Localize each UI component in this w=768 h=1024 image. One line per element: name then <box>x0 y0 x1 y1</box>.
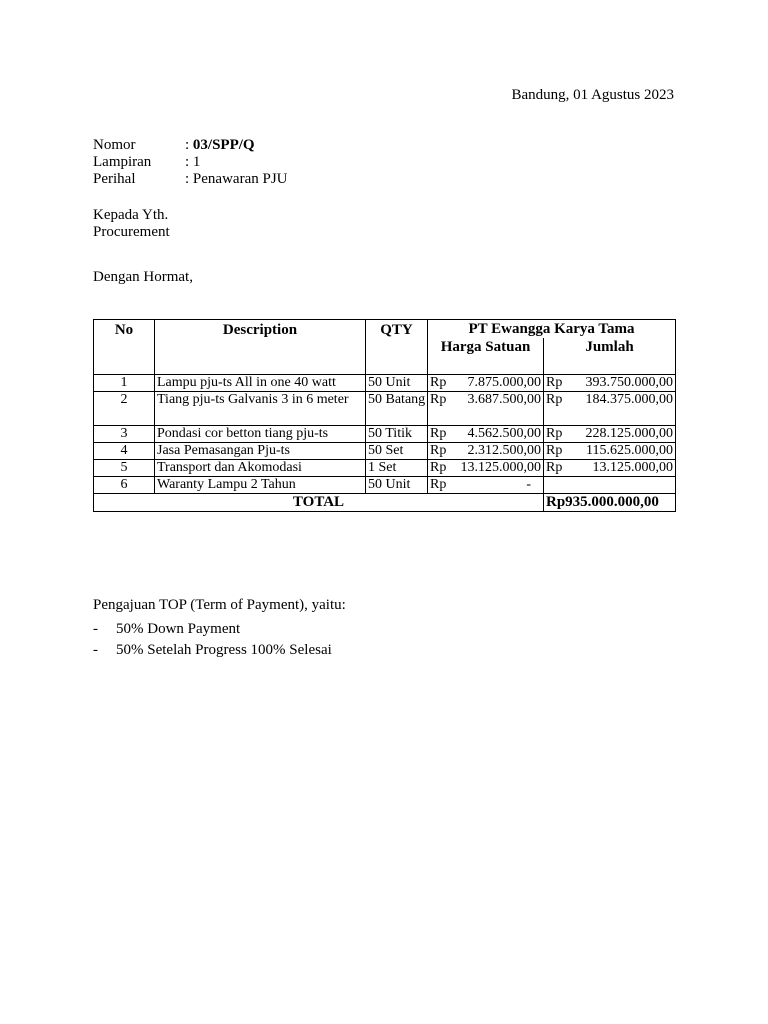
row-description: Waranty Lampu 2 Tahun <box>155 477 366 494</box>
table-row <box>94 477 676 494</box>
header-description: Description <box>155 320 366 375</box>
total-value: 115.625.000,00 <box>586 443 674 458</box>
list-item-text: 50% Down Payment <box>116 621 241 637</box>
row-no: 4 <box>94 443 155 460</box>
row-description: Transport dan Akomodasi <box>155 460 366 477</box>
currency-label: Rp <box>546 375 563 390</box>
list-item <box>93 642 332 659</box>
meta-value-lampiran-text: 1 <box>192 154 201 170</box>
row-no: 1 <box>94 375 155 392</box>
row-total <box>544 477 676 494</box>
currency-label: Rp <box>546 460 563 475</box>
header-unit-price: Harga Satuan <box>428 338 544 374</box>
row-total <box>544 460 676 477</box>
meta-value-lampiran <box>185 154 200 171</box>
row-unit-price <box>428 392 544 426</box>
row-unit-price <box>428 460 544 477</box>
table-total-row <box>94 494 676 512</box>
row-qty: 1 Set <box>366 460 428 477</box>
row-unit-price <box>428 426 544 443</box>
total-label: TOTAL <box>94 494 544 512</box>
grand-total: Rp935.000.000,00 <box>544 494 676 512</box>
meta-value-perihal <box>185 171 288 188</box>
row-total <box>544 443 676 460</box>
table-row <box>94 426 676 443</box>
list-bullet: - <box>93 621 98 637</box>
meta-value-nomor-text: 03/SPP/Q <box>192 137 255 153</box>
header-no: No <box>94 320 155 375</box>
header-qty: QTY <box>366 320 428 375</box>
table-row <box>94 392 676 426</box>
row-total <box>544 392 676 426</box>
row-no: 3 <box>94 426 155 443</box>
list-item-text: 50% Setelah Progress 100% Selesai <box>116 642 332 658</box>
unit-price-value: 3.687.500,00 <box>467 392 541 407</box>
row-qty: 50 Set <box>366 443 428 460</box>
row-qty: 50 Unit <box>366 375 428 392</box>
recipient-name: Procurement <box>93 224 170 240</box>
meta-separator: : <box>185 171 193 187</box>
row-no: 2 <box>94 392 155 426</box>
meta-value-nomor <box>185 137 255 154</box>
meta-value-perihal-text: Penawaran PJU <box>192 171 288 187</box>
greeting: Dengan Hormat, <box>93 269 193 285</box>
row-description: Tiang pju-ts Galvanis 3 in 6 meter <box>155 392 366 426</box>
currency-label: Rp <box>430 443 447 458</box>
row-total <box>544 375 676 392</box>
row-no: 5 <box>94 460 155 477</box>
total-value: 228.125.000,00 <box>585 426 674 441</box>
currency-label: Rp <box>430 477 447 492</box>
unit-price-value: 7.875.000,00 <box>467 375 541 390</box>
row-qty: 50 Unit <box>366 477 428 494</box>
row-qty: 50 Batang <box>366 392 428 426</box>
currency-label: Rp <box>430 392 447 407</box>
list-item <box>93 621 240 638</box>
quotation-table <box>93 319 676 512</box>
currency-label: Rp <box>546 426 563 441</box>
unit-price-value: 4.562.500,00 <box>467 426 541 441</box>
meta-separator: : <box>185 154 193 170</box>
header-total: Jumlah <box>544 338 676 374</box>
header-company: PT Ewangga Karya Tama <box>428 320 676 339</box>
unit-price-value: 13.125.000,00 <box>460 460 541 475</box>
row-no: 6 <box>94 477 155 494</box>
meta-label-nomor: Nomor <box>93 137 136 153</box>
currency-label: Rp <box>546 392 563 407</box>
total-value: 393.750.000,00 <box>585 375 674 390</box>
row-description: Lampu pju-ts All in one 40 watt <box>155 375 366 392</box>
letter-date: Bandung, 01 Agustus 2023 <box>511 87 674 103</box>
unit-price-value: 2.312.500,00 <box>467 443 541 458</box>
row-qty: 50 Titik <box>366 426 428 443</box>
total-value: 184.375.000,00 <box>585 392 674 407</box>
table-row <box>94 443 676 460</box>
row-description: Jasa Pemasangan Pju-ts <box>155 443 366 460</box>
unit-price-value: - <box>526 477 531 492</box>
currency-label: Rp <box>430 375 447 390</box>
payment-intro: Pengajuan TOP (Term of Payment), yaitu: <box>93 597 346 613</box>
row-description: Pondasi cor betton tiang pju-ts <box>155 426 366 443</box>
table-row <box>94 460 676 477</box>
row-total <box>544 426 676 443</box>
currency-label: Rp <box>546 443 563 458</box>
row-unit-price <box>428 443 544 460</box>
row-unit-price <box>428 477 544 494</box>
table-row <box>94 375 676 392</box>
meta-separator: : <box>185 137 193 153</box>
total-value: 13.125.000,00 <box>592 460 674 475</box>
currency-label: Rp <box>430 460 447 475</box>
table-header-row <box>94 320 676 339</box>
currency-label: Rp <box>430 426 447 441</box>
meta-label-lampiran: Lampiran <box>93 154 152 170</box>
meta-label-perihal: Perihal <box>93 171 136 187</box>
recipient-salutation: Kepada Yth. <box>93 207 169 223</box>
row-unit-price <box>428 375 544 392</box>
list-bullet: - <box>93 642 98 658</box>
